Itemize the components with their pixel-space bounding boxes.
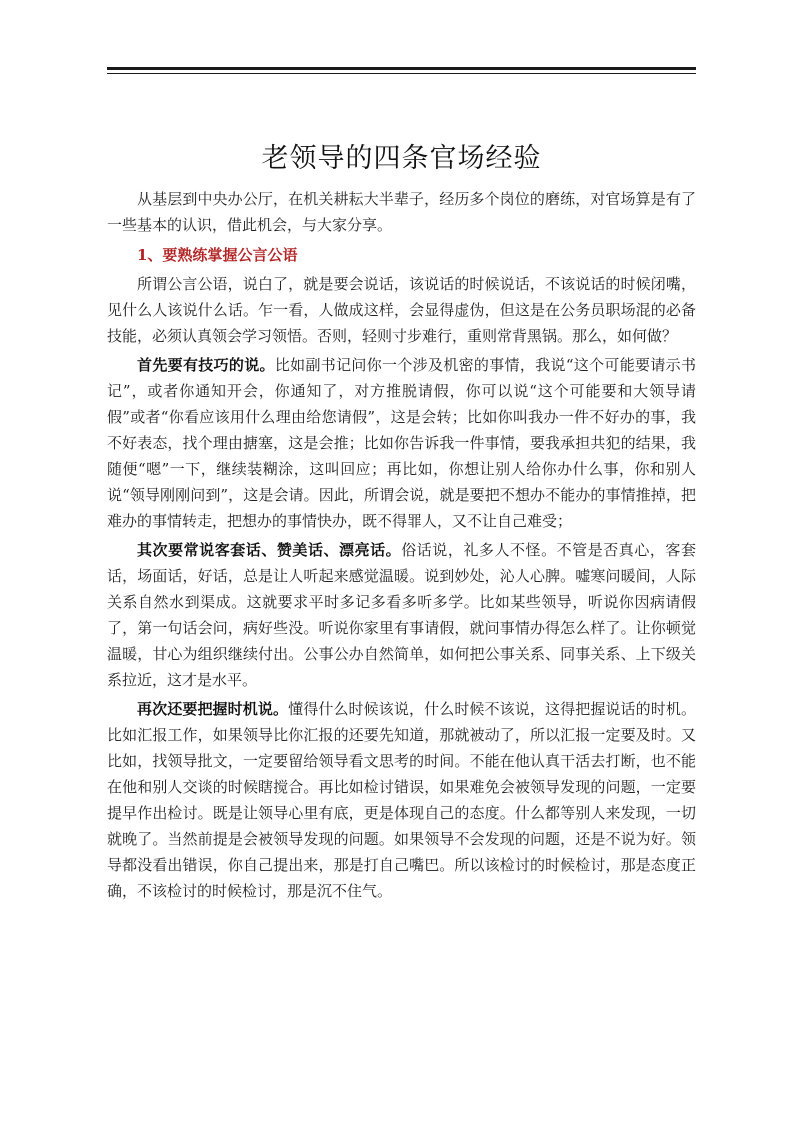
paragraph-4-lead: 再次还要把握时机说。 [137,700,289,718]
document-body [107,140,696,907]
section-heading: 1、要熟练掌握公言公语 [137,246,298,264]
paragraph-2 [107,352,696,534]
paragraph-4 [107,696,696,904]
document-title: 老领导的四条官场经验 [261,143,542,174]
paragraph-3 [107,537,696,693]
paragraph-1: 所谓公言公语，说白了，就是要会说话，该说话的时候说话，不该说话的时候闭嘴，见什么人该说什么话。乍一看，人做成这样，会显得虚伪，但这是在公务员职场混的必备技能，必须认真领会学习领悟。否则，轻则寸步难行，重则常背黑锅。那么，如何做？ [107,275,696,345]
paragraph-2-lead: 首先要有技巧的说。 [137,356,275,374]
paragraph-3-lead: 其次要常说客套话、赞美话、漂亮话。 [137,541,402,559]
header-rule-thin [107,73,696,74]
header-rule-thick [107,67,696,70]
paragraph-3-body: 俗话说，礼多人不怪。不管是否真心，客套话，场面话，好话，总是让人听起来感觉温暖。说到妙处，沁人心脾。嘘寒问暖间，人际关系自然水到渠成。这就要求平时多记多看多听多学。比如某些领导，听说你因病请假了，第一句话会问，病好些没。听说你家里有事请假，就问事情办得怎么样了。让你顿觉温暖，甘心为组织继续付出。公事公办自然简单，如何把公事关系、同事关系、上下级关系拉近，这才是水平。 [107,541,696,689]
paragraph-2-body: 比如副书记问你一个涉及机密的事情，我说“这个可能要请示书记”，或者你通知开会，你通知了，对方推脱请假，你可以说“这个可能要和大领导请假”或者“你看应该用什么理由给您请假”，这是会转；比如你叫我办一件不好办的事，我不好表态，找个理由搪塞，这是会推；比如你告诉我一件事情，要我承担共犯的结果，我随便“嗯”一下，继续装糊涂，这叫回应；再比如，你想让别人给你办什么事，你和别人说“领导刚刚问到”，这是会请。因此，所谓会说，就是要把不想办不能办的事情推掉，把难办的事情转走，把想办的事情快办，既不得罪人，又不让自己难受； [107,356,696,530]
paragraph-4-body: 懂得什么时候该说，什么时候不该说，这得把握说话的时机。比如汇报工作，如果领导比你汇报的还要先知道，那就被动了，所以汇报一定要及时。又比如，找领导批文，一定要留给领导看文思考的时间。不能在他认真干活去打断，也不能在他和别人交谈的时候瞎搅合。再比如检讨错误，如果难免会被领导发现的问题，一定要提早作出检讨。既是让领导心里有底，更是体现自己的态度。什么都等别人来发现，一切就晚了。当然前提是会被领导发现的问题。如果领导不会发现的问题，还是不说为好。领导都没看出错误，你自己提出来，那是打自己嘴巴。所以该检讨的时候检讨，那是态度正确，不该检讨的时候检讨，那是沉不住气。 [107,700,696,900]
intro-paragraph: 从基层到中央办公厅，在机关耕耘大半辈子，经历多个岗位的磨练，对官场算是有了一些基本的认识，借此机会，与大家分享。 [107,190,696,234]
